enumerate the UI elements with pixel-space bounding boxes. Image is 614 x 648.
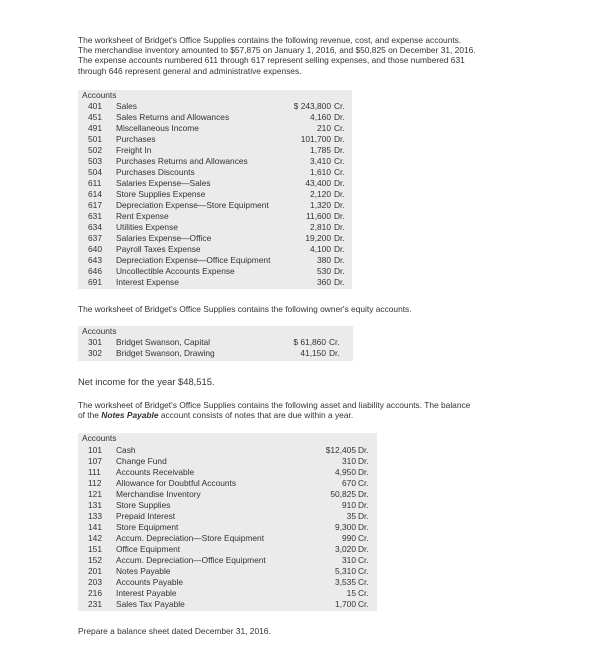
- balance-side: Cr.: [358, 577, 369, 587]
- account-amount: 15: [346, 588, 356, 598]
- table-row: [78, 266, 352, 277]
- account-number: 634: [88, 222, 102, 232]
- account-number: 107: [88, 456, 102, 466]
- asset-intro-line: The worksheet of Bridget's Office Supplies contains the following asset and liability accounts. The balance: [78, 400, 471, 410]
- table-row: [78, 500, 377, 511]
- table-row: [78, 445, 377, 456]
- balance-side: Dr.: [334, 145, 345, 155]
- account-amount: 4,100: [310, 244, 331, 254]
- account-amount: 1,785: [310, 145, 331, 155]
- table-row: [78, 101, 352, 112]
- balance-side: Cr.: [358, 588, 369, 598]
- account-number: 637: [88, 233, 102, 243]
- account-number: 617: [88, 200, 102, 210]
- balance-side: Dr.: [358, 500, 369, 510]
- account-amount: 210: [317, 123, 331, 133]
- account-name: Bridget Swanson, Drawing: [116, 348, 215, 358]
- table-row: [78, 577, 377, 588]
- asset-intro-prefix: of the: [78, 410, 102, 421]
- balance-side: Dr.: [358, 544, 369, 554]
- table-row: [78, 588, 377, 599]
- account-amount: 43,400: [305, 178, 331, 188]
- table-row: [78, 200, 352, 211]
- account-name: Salaries Expense—Sales: [116, 178, 211, 188]
- account-amount: 360: [317, 277, 331, 287]
- account-name: Purchases: [116, 134, 156, 144]
- account-name: Purchases Discounts: [116, 167, 195, 177]
- table-row: [78, 544, 377, 555]
- account-number: 501: [88, 134, 102, 144]
- balance-side: Cr.: [334, 101, 345, 111]
- account-amount: 530: [317, 266, 331, 276]
- account-amount: 4,950: [335, 467, 356, 477]
- equity-intro-paragraph: [78, 304, 588, 314]
- account-amount: 910: [342, 500, 356, 510]
- account-number: 631: [88, 211, 102, 221]
- table-row: [78, 337, 353, 348]
- balance-side: Dr.: [358, 456, 369, 466]
- account-amount: 2,810: [310, 222, 331, 232]
- account-name: Purchases Returns and Allowances: [116, 156, 248, 166]
- account-name: Freight In: [116, 145, 152, 155]
- account-amount: 2,120: [310, 189, 331, 199]
- balance-side: Dr.: [334, 189, 345, 199]
- account-name: Payroll Taxes Expense: [116, 244, 201, 254]
- balance-side: Dr.: [358, 489, 369, 499]
- net-income-statement: Net income for the year $48,515.: [78, 376, 215, 387]
- table-row: [78, 348, 353, 359]
- intro-line: The merchandise inventory amounted to $57,875 on January 1, 2016, and $50,825 on December 31, 2016.: [78, 45, 476, 56]
- table-row: [78, 489, 377, 500]
- account-number: 121: [88, 489, 102, 499]
- account-name: Salaries Expense—Office: [116, 233, 212, 243]
- account-number: 231: [88, 599, 102, 609]
- balance-side: Cr.: [358, 478, 369, 488]
- account-number: 691: [88, 277, 102, 287]
- table-row: [78, 533, 377, 544]
- owners-equity-accounts-table: [78, 326, 353, 361]
- table-header: Accounts: [82, 90, 117, 100]
- account-amount: 50,825: [330, 489, 356, 499]
- account-number: 643: [88, 255, 102, 265]
- balance-side: Dr.: [334, 277, 345, 287]
- table-row: [78, 511, 377, 522]
- asset-intro-paragraph: [78, 400, 588, 420]
- revenue-expense-accounts-table: [78, 90, 352, 289]
- balance-side: Dr.: [358, 467, 369, 477]
- balance-side: Cr.: [334, 123, 345, 133]
- account-amount: $ 61,860: [293, 337, 326, 347]
- balance-side: Dr.: [358, 522, 369, 532]
- account-number: 152: [88, 555, 102, 565]
- account-name: Utilities Expense: [116, 222, 178, 232]
- balance-side: Dr.: [334, 178, 345, 188]
- table-row: [78, 134, 352, 145]
- account-number: 131: [88, 500, 102, 510]
- account-amount: 3,410: [310, 156, 331, 166]
- balance-side: Dr.: [358, 511, 369, 521]
- account-name: Store Supplies: [116, 500, 171, 510]
- account-amount: 1,610: [310, 167, 331, 177]
- balance-side: Dr.: [334, 266, 345, 276]
- balance-side: Cr.: [358, 599, 369, 609]
- balance-side: Dr.: [334, 233, 345, 243]
- balance-side: Dr.: [334, 211, 345, 221]
- account-name: Merchandise Inventory: [116, 489, 201, 499]
- account-number: 451: [88, 112, 102, 122]
- account-number: 301: [88, 337, 102, 347]
- balance-side: Cr.: [358, 533, 369, 543]
- intro-line: The expense accounts numbered 611 through 617 represent selling expenses, and those numbered 631: [78, 55, 465, 66]
- account-number: 401: [88, 101, 102, 111]
- account-number: 504: [88, 167, 102, 177]
- table-row: [78, 277, 352, 288]
- table-row: [78, 222, 352, 233]
- account-amount: $12,405: [325, 445, 356, 455]
- account-amount: 41,150: [300, 348, 326, 358]
- account-amount: 670: [342, 478, 356, 488]
- account-name: Accum. Depreciation—Store Equipment: [116, 533, 265, 543]
- table-header: Accounts: [82, 433, 117, 443]
- account-amount: 1,700: [335, 599, 356, 609]
- table-row: [78, 478, 377, 489]
- table-row: [78, 189, 352, 200]
- account-name: Depreciation Expense—Store Equipment: [116, 200, 269, 210]
- table-row: [78, 123, 352, 134]
- account-name: Cash: [116, 445, 136, 455]
- account-name: Bridget Swanson, Capital: [116, 337, 211, 347]
- table-row: [78, 156, 352, 167]
- table-row: [78, 522, 377, 533]
- account-number: 216: [88, 588, 102, 598]
- intro-paragraph: [78, 35, 588, 76]
- account-name: Miscellaneous Income: [116, 123, 199, 133]
- account-name: Accounts Receivable: [116, 467, 195, 477]
- account-amount: 3,020: [335, 544, 356, 554]
- account-name: Interest Expense: [116, 277, 179, 287]
- account-amount: 1,320: [310, 200, 331, 210]
- instruction-text: Prepare a balance sheet dated December 31, 2016.: [78, 626, 271, 636]
- account-name: Sales Returns and Allowances: [116, 112, 230, 122]
- table-row: [78, 566, 377, 577]
- account-amount: 11,600: [306, 211, 331, 221]
- account-number: 491: [88, 123, 102, 133]
- table-row: [78, 599, 377, 610]
- intro-line: The worksheet of Bridget's Office Supplies contains the following revenue, cost, and expense accounts.: [78, 35, 462, 45]
- table-row: [78, 178, 352, 189]
- account-amount: 101,700: [300, 134, 331, 144]
- account-name: Sales: [116, 101, 137, 111]
- table-row: [78, 456, 377, 467]
- account-name: Accounts Payable: [116, 577, 184, 587]
- asset-intro-line: [78, 410, 588, 420]
- account-name: Depreciation Expense—Office Equipment: [116, 255, 271, 265]
- balance-side: Cr.: [358, 555, 369, 565]
- balance-side: Dr.: [334, 134, 345, 144]
- account-amount: 4,160: [310, 112, 331, 122]
- balance-side: Cr.: [358, 566, 369, 576]
- account-amount: 380: [317, 255, 331, 265]
- account-number: 151: [88, 544, 102, 554]
- account-name: Prepaid Interest: [116, 511, 176, 521]
- balance-side: Cr.: [334, 167, 345, 177]
- account-number: 646: [88, 266, 102, 276]
- balance-side: Dr.: [334, 255, 345, 265]
- account-amount: 990: [342, 533, 356, 543]
- account-name: Notes Payable: [116, 566, 171, 576]
- account-number: 101: [88, 445, 102, 455]
- table-row: [78, 255, 352, 266]
- account-name: Sales Tax Payable: [116, 599, 185, 609]
- balance-side: Dr.: [329, 348, 340, 358]
- table-row: [78, 233, 352, 244]
- account-name: Accum. Depreciation—Office Equipment: [116, 555, 266, 565]
- account-name: Office Equipment: [116, 544, 181, 554]
- account-amount: 3,535: [335, 577, 356, 587]
- account-name: Store Supplies Expense: [116, 189, 206, 199]
- account-number: 611: [88, 178, 102, 188]
- equity-intro-line: The worksheet of Bridget's Office Supplies contains the following owner's equity accounts.: [78, 304, 412, 314]
- account-amount: 310: [342, 456, 356, 466]
- account-amount: 35: [346, 511, 356, 521]
- table-row: [78, 467, 377, 478]
- account-number: 302: [88, 348, 102, 358]
- account-amount: 9,300: [335, 522, 356, 532]
- table-row: [78, 244, 352, 255]
- table-row: [78, 112, 352, 123]
- balance-side: Dr.: [334, 112, 345, 122]
- account-amount: 5,310: [335, 566, 356, 576]
- account-amount: 19,200: [305, 233, 331, 243]
- asset-intro-suffix: account consists of notes that are due within a year.: [158, 410, 354, 421]
- account-number: 502: [88, 145, 102, 155]
- table-header: Accounts: [82, 326, 117, 336]
- account-number: 112: [88, 478, 102, 488]
- table-row: [78, 211, 352, 222]
- intro-line: through 646 represent general and administrative expenses.: [78, 65, 302, 76]
- account-number: 203: [88, 577, 102, 587]
- table-row: [78, 555, 377, 566]
- asset-liability-accounts-table: [78, 433, 377, 611]
- account-number: 111: [88, 467, 101, 477]
- balance-side: Cr.: [329, 337, 340, 347]
- balance-side: Dr.: [334, 200, 345, 210]
- account-name: Interest Payable: [116, 588, 177, 598]
- account-number: 614: [88, 189, 102, 199]
- balance-side: Dr.: [334, 222, 345, 232]
- table-row: [78, 145, 352, 156]
- account-name: Allowance for Doubtful Accounts: [116, 478, 237, 488]
- balance-side: Dr.: [334, 244, 345, 254]
- notes-payable-emphasis: Notes Payable: [101, 410, 159, 421]
- account-name: Store Equipment: [116, 522, 179, 532]
- account-number: 503: [88, 156, 102, 166]
- account-number: 141: [88, 522, 102, 532]
- table-row: [78, 167, 352, 178]
- account-number: 133: [88, 511, 102, 521]
- account-name: Uncollectible Accounts Expense: [116, 266, 235, 276]
- account-number: 142: [88, 533, 102, 543]
- account-name: Change Fund: [116, 456, 167, 466]
- account-number: 640: [88, 244, 102, 254]
- account-name: Rent Expense: [116, 211, 169, 221]
- account-amount: $ 243,800: [293, 101, 331, 111]
- balance-side: Cr.: [334, 156, 345, 166]
- balance-side: Dr.: [358, 445, 369, 455]
- account-number: 201: [88, 566, 102, 576]
- account-amount: 310: [342, 555, 356, 565]
